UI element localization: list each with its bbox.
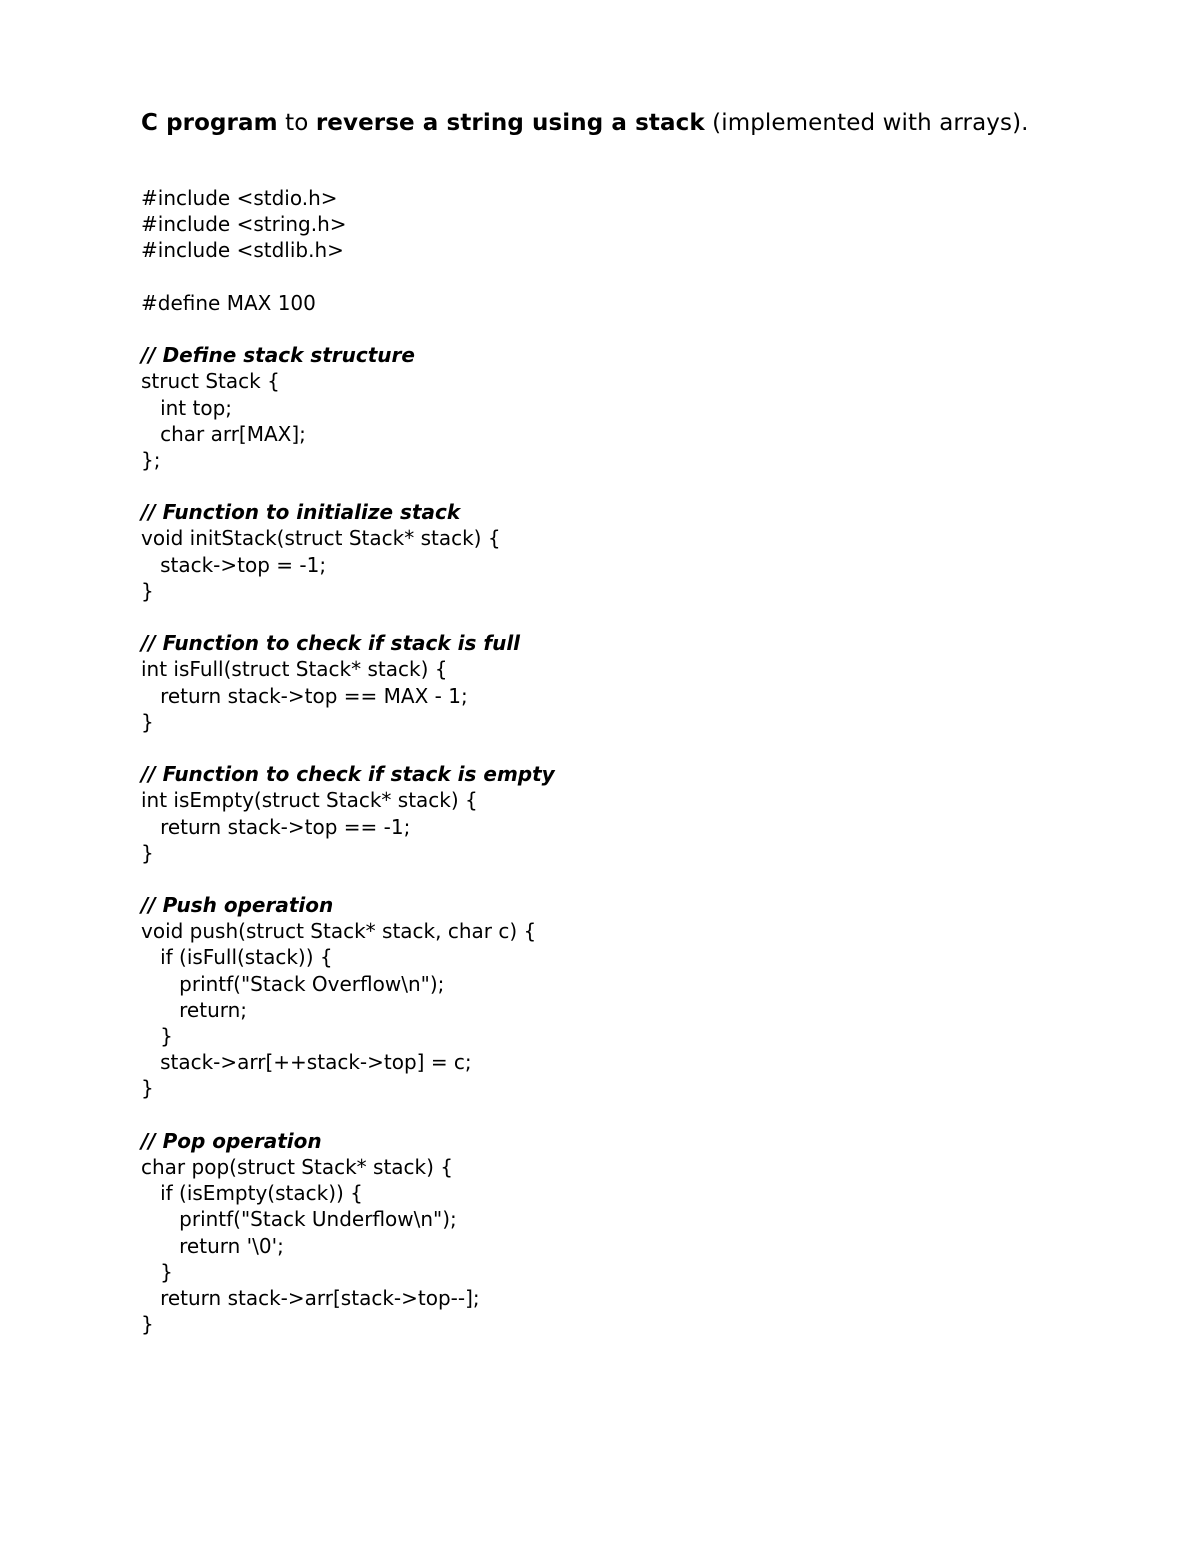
code-line: return; bbox=[141, 997, 248, 1022]
title-part-implemented: (implemented with arrays). bbox=[704, 110, 1029, 136]
code-comment-line: // Function to check if stack is empty bbox=[141, 762, 555, 787]
code-line: } bbox=[141, 1024, 173, 1048]
code-line: int isFull(struct Stack* stack) { bbox=[141, 657, 448, 682]
code-line: struct Stack { bbox=[141, 369, 280, 394]
code-line: }; bbox=[141, 447, 161, 472]
code-line: } bbox=[141, 1312, 154, 1337]
code-line: return stack->top == MAX - 1; bbox=[141, 683, 468, 708]
code-line: void initStack(struct Stack* stack) { bbox=[141, 526, 501, 551]
code-comment-line: // Function to check if stack is full bbox=[141, 631, 521, 656]
code-line: printf("Stack Underflow\n"); bbox=[141, 1207, 457, 1232]
code-comment-line: // Pop operation bbox=[141, 1128, 322, 1153]
code-line: return stack->top == -1; bbox=[141, 814, 411, 839]
code-line: printf("Stack Overflow\n"); bbox=[141, 971, 445, 996]
blank-line bbox=[141, 735, 1141, 761]
code-line: #include <stdlib.h> bbox=[141, 238, 344, 263]
title-part-to: to bbox=[277, 110, 316, 136]
code-line: if (isEmpty(stack)) { bbox=[141, 1181, 363, 1206]
code-line: } bbox=[141, 840, 154, 865]
code-line: } bbox=[141, 578, 154, 603]
code-line: if (isFull(stack)) { bbox=[141, 945, 333, 970]
code-comment-line: // Push operation bbox=[141, 893, 334, 918]
blank-line bbox=[141, 264, 1141, 290]
code-line: #include <string.h> bbox=[141, 212, 347, 237]
document-title bbox=[141, 107, 1029, 139]
code-line: stack->top = -1; bbox=[141, 552, 327, 577]
code-line: int top; bbox=[141, 395, 233, 420]
code-comment-line: // Function to initialize stack bbox=[141, 500, 461, 525]
code-listing bbox=[141, 185, 1141, 1337]
code-line: return '\0'; bbox=[141, 1233, 284, 1258]
code-line: char pop(struct Stack* stack) { bbox=[141, 1154, 454, 1179]
blank-line bbox=[141, 316, 1141, 342]
code-line: } bbox=[141, 1076, 154, 1101]
code-line: stack->arr[++stack->top] = c; bbox=[141, 1050, 472, 1075]
blank-line bbox=[141, 473, 1141, 499]
code-line: void push(struct Stack* stack, char c) { bbox=[141, 919, 537, 944]
title-part-c-program: C program bbox=[141, 110, 278, 136]
code-line: int isEmpty(struct Stack* stack) { bbox=[141, 788, 478, 813]
code-line: } bbox=[141, 709, 154, 734]
code-comment-line: // Define stack structure bbox=[141, 343, 415, 368]
blank-line bbox=[141, 1102, 1141, 1128]
blank-line bbox=[141, 866, 1141, 892]
code-line: return stack->arr[stack->top--]; bbox=[141, 1285, 480, 1310]
code-line: } bbox=[141, 1259, 173, 1284]
code-line: char arr[MAX]; bbox=[141, 421, 306, 446]
code-line: #include <stdio.h> bbox=[141, 186, 338, 210]
blank-line bbox=[141, 604, 1141, 630]
title-part-reverse: reverse a string using a stack bbox=[315, 110, 705, 136]
code-line: #define MAX 100 bbox=[141, 290, 316, 315]
